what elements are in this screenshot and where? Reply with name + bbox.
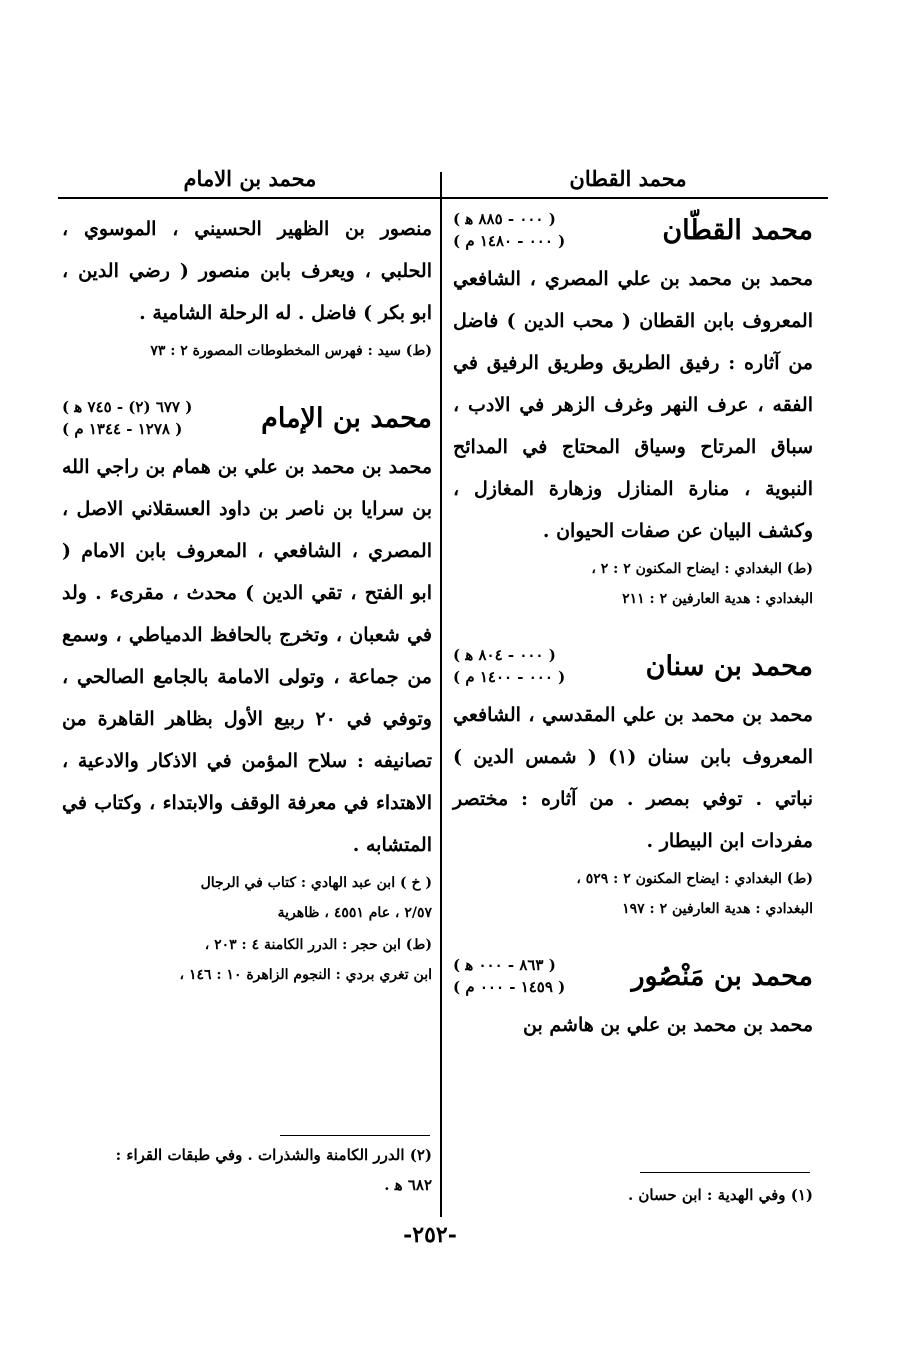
entry-body-qattan: محمد بن محمد بن علي المصري ، الشافعي المعروف بابن القطان ( محب الدين ) فاضل من آثاره : رفيق الطريق وطريق الرفيق في الفقه ، عرف النهر وغرف الزهر في الادب ، سباق المرتاح وسياق المحتاج في المدائح النبوية ، منارة المنازل وزهارة المغازل ، وكشف البيان عن صفات الحيوان . bbox=[453, 268, 813, 542]
header-rule bbox=[58, 197, 828, 199]
right-column bbox=[453, 208, 813, 1046]
date-gregorian: ( ٠٠٠ - ١٤٠٠ م ) bbox=[453, 668, 566, 686]
footnote-rule bbox=[640, 1172, 810, 1173]
footnote-right: (١) وفي الهدية : ابن حسان . bbox=[627, 1186, 813, 1204]
entry-reference: البغدادي : هدية العارفين ٢ : ١٩٧ bbox=[622, 901, 813, 917]
date-gregorian: ( ٠٠٠ - ١٤٨٠ م ) bbox=[453, 232, 566, 250]
entry-reference: البغدادي : هدية العارفين ٢ : ٢١١ bbox=[622, 591, 813, 607]
entry-dates-qattan bbox=[453, 208, 565, 252]
page-number: -٢٥٢- bbox=[403, 1222, 457, 1248]
entry-reference: (ط) ابن حجر : الدرر الكامنة ٤ : ٢٠٣ ، bbox=[204, 937, 432, 953]
running-head-left: محمد بن الامام bbox=[183, 166, 317, 191]
entry-heading-qattan bbox=[453, 208, 813, 252]
entry-reference: ابن تغري بردي : النجوم الزاهرة ١٠ : ١٤٦ ، bbox=[179, 967, 432, 983]
entry-body-imam: محمد بن محمد بن علي بن همام بن راجي الله بن سرايا بن ناصر بن داود العسقلاني الاصل ، المصري ، الشافعي ، المعروف بابن الامام ( ابو الفتح ، تقي الدين ) محدث ، مقرىء . ولد في شعبان ، وتخرج بالحافظ الدمياطي ، وسمع من جماعة ، وتولى الامامة بالجامع الصالحي ، وتوفي في ٢٠ ربيع الأول بظاهر القاهرة من تصانيفه : سلاح المؤمن في الاذكار والادعية ، الاهتداء في معرفة الوقف والابتداء ، وكتاب في المتشابه . bbox=[62, 456, 432, 856]
footnote-rule bbox=[280, 1135, 430, 1136]
entry-reference: (ط) البغدادي : ايضاح المكنون ٢ : ٥٢٩ ، bbox=[576, 871, 813, 887]
continuation-reference: (ط) سيد : فهرس المخطوطات المصورة ٢ : ٧٣ bbox=[150, 343, 432, 359]
date-hijri: ( ٠٠٠ - ٨٨٥ ﻫ ) bbox=[453, 210, 556, 228]
entry-reference: ( خ ) ابن عبد الهادي : كتاب في الرجال bbox=[200, 875, 432, 891]
entry-body-sinan: محمد بن محمد بن علي المقدسي ، الشافعي المعروف بابن سنان (١) ( شمس الدين ) نباتي . توفي بمصر . من آثاره : مختصر مفردات ابن البيطار . bbox=[453, 704, 813, 852]
date-hijri: ( ٦٧٧ (٢) - ٧٤٥ ﻫ ) bbox=[62, 398, 193, 416]
entry-dates-imam bbox=[62, 396, 192, 440]
entry-reference: (ط) البغدادي : ايضاح المكنون ٢ : ٢ ، bbox=[591, 561, 813, 577]
footnote-line: ٦٨٢ ﻫ . bbox=[384, 1176, 432, 1194]
entry-body-mansur: محمد بن محمد بن علي بن هاشم بن bbox=[523, 1014, 813, 1036]
date-hijri: ( ٨٦٣ - ٠٠٠ ﻫ ) bbox=[453, 956, 556, 974]
running-head-right: محمد القطان bbox=[569, 166, 687, 191]
entry-dates-sinan bbox=[453, 644, 565, 688]
entry-name-mansur: محمد بن مَنْصُور bbox=[631, 960, 813, 992]
entry-heading-sinan bbox=[453, 644, 813, 688]
left-column bbox=[62, 208, 432, 990]
continuation-text: منصور بن الظهير الحسيني ، الموسوي ، الحلبي ، ويعرف بابن منصور ( رضي الدين ، ابو بكر ) فاضل . له الرحلة الشامية . bbox=[62, 218, 432, 324]
entry-dates-mansur bbox=[453, 954, 565, 998]
entry-name-sinan: محمد بن سنان bbox=[645, 650, 813, 682]
footnote-line: (٢) الدرر الكامنة والشذرات . وفي طبقات القراء : bbox=[115, 1146, 432, 1164]
entry-reference: ٢/٥٧ ، عام ٤٥٥١ ، ظاهرية bbox=[277, 905, 432, 921]
date-hijri: ( ٠٠٠ - ٨٠٤ ﻫ ) bbox=[453, 646, 556, 664]
date-gregorian: ( ١٤٥٩ - ٠٠٠ م ) bbox=[453, 978, 566, 996]
entry-name-qattan: محمد القطّان bbox=[662, 214, 813, 246]
entry-heading-mansur bbox=[453, 954, 813, 998]
date-gregorian: ( ١٢٧٨ - ١٣٤٤ م ) bbox=[62, 420, 183, 438]
entry-name-imam: محمد بن الإمام bbox=[261, 402, 432, 434]
column-divider bbox=[440, 172, 442, 1217]
entry-heading-imam bbox=[62, 396, 432, 440]
footnote-left bbox=[62, 1140, 432, 1200]
